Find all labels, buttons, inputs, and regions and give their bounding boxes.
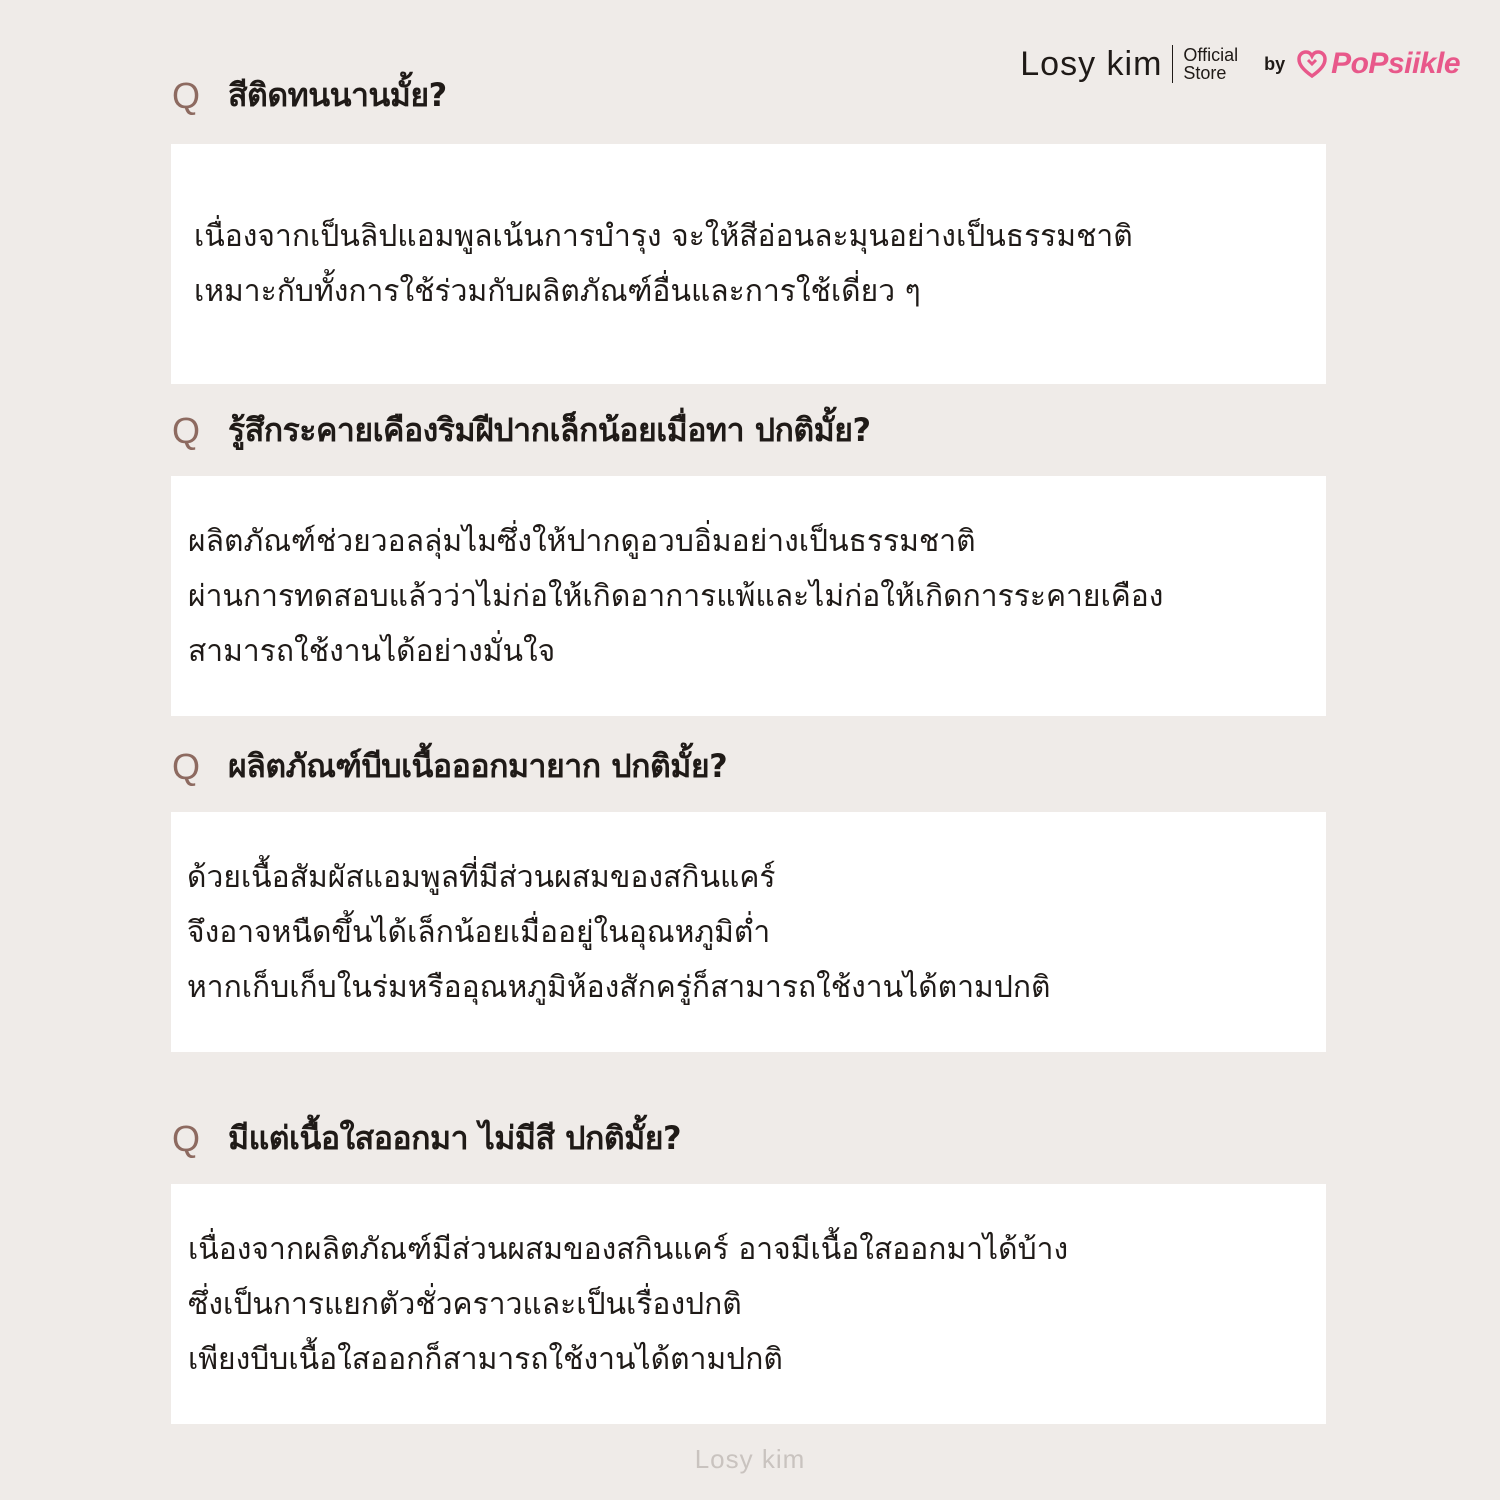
question-row xyxy=(172,741,727,792)
answer-line: ผ่านการทดสอบแล้วว่าไม่ก่อให้เกิดอาการแพ้และไม่ก่อให้เกิดการระคายเคือง xyxy=(188,578,1164,614)
question-text: สีติดทนนานมั้ย? xyxy=(228,76,447,114)
answer-line: หากเก็บเก็บในร่มหรืออุณหภูมิห้องสักครู่ก็สามารถใช้งานได้ตามปกติ xyxy=(187,969,1051,1005)
partner-logo xyxy=(1297,47,1460,81)
answer-line: สามารถใช้งานได้อย่างมั่นใจ xyxy=(188,633,556,669)
answer-line: ซึ่งเป็นการแยกตัวชั่วคราวและเป็นเรื่องปกติ xyxy=(188,1286,742,1322)
question-text: มีแต่เนื้อใสออกมา ไม่มีสี ปกติมั้ย? xyxy=(228,1119,682,1157)
brand-logo: Losy kim xyxy=(1020,44,1163,83)
official-store-label xyxy=(1183,46,1238,82)
heart-icon xyxy=(1297,50,1327,78)
question-text: ผลิตภัณฑ์บีบเนื้อออกมายาก ปกติมั้ย? xyxy=(228,747,728,785)
answer-line: เนื่องจากเป็นลิปแอมพูลเน้นการบำรุง จะให้สีอ่อนละมุนอย่างเป็นธรรมชาติ xyxy=(194,219,1133,254)
answer-line: จึงอาจหนืดขึ้นได้เล็กน้อยเมื่ออยู่ในอุณหภูมิต่ำ xyxy=(187,914,771,950)
answer-card xyxy=(171,144,1326,384)
brand-header xyxy=(1020,44,1460,84)
question-row xyxy=(172,405,871,456)
q-mark: Q xyxy=(172,409,201,451)
question-row xyxy=(172,1113,681,1164)
answer-card xyxy=(171,476,1326,716)
question-row xyxy=(172,70,447,121)
answer-line: ผลิตภัณฑ์ช่วยวอลลุ่มไมซึ่งให้ปากดูอวบอิ่มอย่างเป็นธรรมชาติ xyxy=(188,523,976,559)
store-line-1: Official xyxy=(1183,45,1239,65)
q-mark: Q xyxy=(172,74,201,116)
q-mark: Q xyxy=(172,745,201,787)
answer-line: เนื่องจากผลิตภัณฑ์มีส่วนผสมของสกินแคร์ อาจมีเนื้อใสออกมาได้บ้าง xyxy=(188,1231,1069,1267)
question-text: รู้สึกระคายเคืองริมฝีปากเล็กน้อยเมื่อทา ปกติมั้ย? xyxy=(228,411,871,449)
footer-watermark: Losy kim xyxy=(694,1444,806,1474)
answer-line: เหมาะกับทั้งการใช้ร่วมกับผลิตภัณฑ์อื่นและการใช้เดี่ยว ๆ xyxy=(194,274,921,309)
answer-card xyxy=(171,1184,1326,1424)
answer-line: ด้วยเนื้อสัมผัสแอมพูลที่มีส่วนผสมของสกินแคร์ xyxy=(187,859,776,895)
brand-divider xyxy=(1172,45,1173,83)
by-label: by xyxy=(1264,53,1286,74)
q-mark: Q xyxy=(172,1117,201,1159)
store-line-2: Store xyxy=(1183,63,1227,83)
partner-name: PoPsiikle xyxy=(1331,47,1460,80)
answer-line: เพียงบีบเนื้อใสออกก็สามารถใช้งานได้ตามปกติ xyxy=(188,1341,783,1377)
answer-card xyxy=(171,812,1326,1052)
